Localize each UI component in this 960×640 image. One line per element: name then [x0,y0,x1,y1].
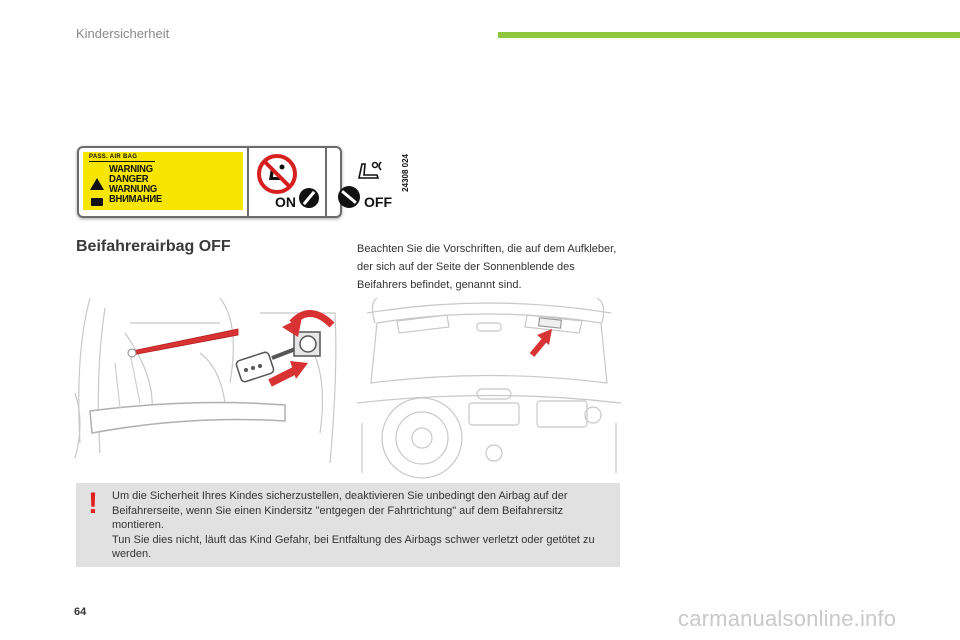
key-switch-on-icon [297,186,321,210]
airbag-warning-label [77,146,410,218]
warning-triangle-icon [90,178,104,190]
warning-text-1: Um die Sicherheit Ihres Kindes sicherzustellen, deaktivieren Sie unbedingt den Airbag auf der Beifahrerseite, wenn Sie einen Kindersitz "entgegen der Fahrtrichtung" auf dem Beifahrersitz montieren. [112,490,568,531]
warning-text-2: Tun Sie dies nicht, läuft das Kind Gefahr, bei Entfaltung des Airbags schwer verletzt oder getötet zu werden. [112,533,595,560]
manual-book-icon [91,198,103,206]
key-switch-off-icon [336,184,362,210]
glovebox-key-switch-illustration [70,293,340,473]
header-accent-bar [498,32,960,38]
dashboard-sunvisor-illustration [357,293,621,473]
label-header-text: PASS. AIR BAG [89,154,138,160]
section-title: Beifahrerairbag OFF [76,238,231,255]
label-warning-lines: WARNING DANGER WARNUNG ВНИМАНИЕ [109,163,162,205]
safety-warning-text [112,489,612,562]
watermark: carmanualsonline.info [678,606,897,631]
rear-facing-seat-icon [355,156,389,186]
chapter-title: Kindersicherheit [76,26,170,41]
intro-paragraph: Beachten Sie die Vorschriften, die auf dem Aufkleber, der sich auf der Seite der Sonnenblende des Beifahrers befindet, genannt sind. [357,243,617,291]
safety-warning-box [76,483,620,567]
label-on-text: ON [275,194,296,210]
exclamation-icon: ! [88,487,98,520]
page-number: 64 [74,606,87,618]
no-rear-facing-seat-icon [255,152,299,196]
label-yellow-panel [83,152,243,210]
label-off-text: OFF [364,194,392,210]
label-code: 24308 024 [401,154,410,192]
